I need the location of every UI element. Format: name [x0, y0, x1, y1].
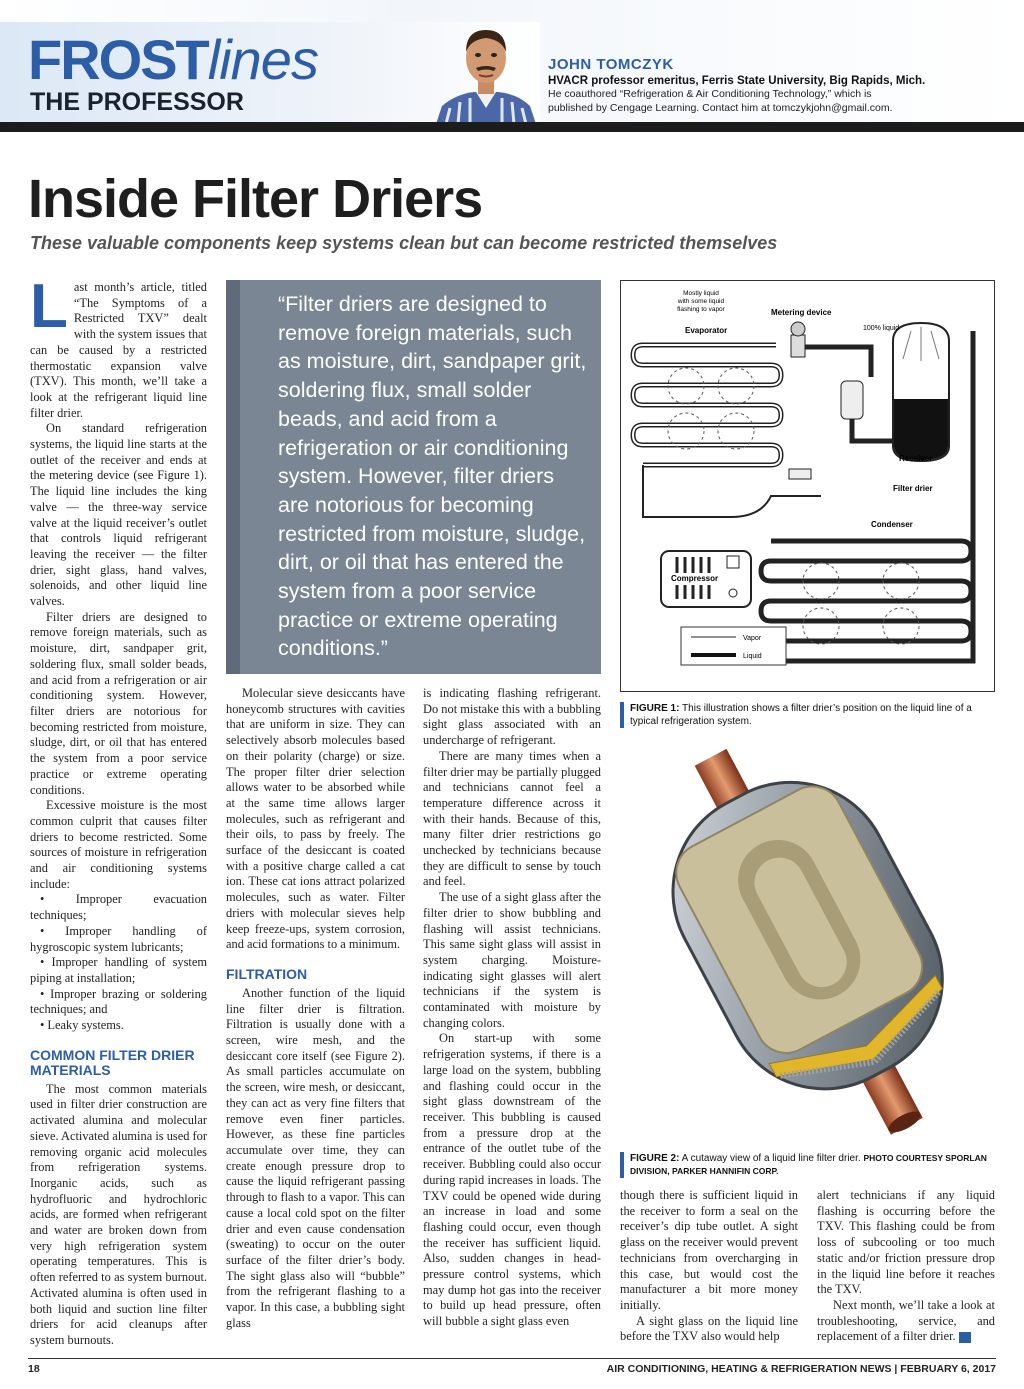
article-subtitle: These valuable components keep systems clean but can become restricted themselves: [30, 233, 778, 253]
paragraph: Another function of the liquid line filter drier is filtration. Filtration is usually done with a screen, wire mesh, and the desiccant core itself (see Figure 2). As small particles accumulate on the screen, wire mesh, or desiccant, they can act as very fine filters that remove even finer particles. However, as these fine particles accumulate over time, they can create enough pressure drop to cause the liquid refrigerant passing through to flash to a vapor. This can cause a local cold spot on the filter drier and even cause condensation (sweating) to occur on the outer surface of the filter drier’s body. The sight glass also will “bubble” from the refrigerant flashing to a vapor. In this case, a bubbling sight glass: [226, 985, 405, 1330]
header-rule: [0, 122, 1024, 132]
label-receiver: Receiver: [899, 454, 933, 463]
paragraph: alert technicians if any liquid flashing is occurring before the TXV. This flashing could be from loss of subcooling or too much static and/or friction pressure drop in the liquid line before it reaches the TXV.: [817, 1188, 995, 1297]
legend-box: [681, 627, 786, 665]
page-header: [0, 0, 1024, 124]
dropcap: L: [30, 272, 68, 341]
publication-info: AIR CONDITIONING, HEATING & REFRIGERATION NEWS | FEBRUARY 6, 2017: [606, 1363, 996, 1375]
figure-2-caption: [620, 1152, 995, 1178]
page-number: 18: [28, 1363, 40, 1375]
paragraph: On standard refrigeration systems, the liquid line starts at the outlet of the receiver and ends at the metering device (see Figure 1). The liquid line includes the king valve — the three-way service valve at the liquid receiver’s outlet that controls liquid refrigerant leaving the receiver — the filter drier, sight glass, hand valves, solenoids, and other liquid line valves.: [30, 421, 207, 609]
figure-2-image: [620, 740, 995, 1140]
paragraph: [30, 272, 207, 421]
column-section: THE PROFESSOR: [30, 88, 244, 116]
end-mark-icon: N: [959, 1332, 971, 1343]
column-1: [30, 272, 207, 1349]
paragraph: The most common materials used in filter drier construction are activated alumina and molecular sieve. Activated alumina is used for removing organic acid molecules from refrigeration systems. Inorganic acids, such as hydrofluoric and hydrochloric acids, are formed when refrigerant and water are broken down from very high refrigeration system operating temperatures. This is often referred to as system burnout. Activated alumina is often used in both liquid and suction line filter driers for acid cleanups after system burnouts.: [30, 1081, 207, 1347]
bullet-item: • Improper evacuation techniques;: [30, 892, 207, 923]
label-filter-drier: Filter drier: [893, 484, 933, 493]
pull-quote-text: “Filter driers are designed to remove foreign materials, such as moisture, dirt, sandpaper grit, soldering flux, small solder beads, and acid from a refrigeration or air conditioning system. However, filter driers are notorious for becoming restricted from moisture, sludge, dirt, or oil that has entered the system from a poor service practice or extreme operating conditions.”: [278, 292, 587, 661]
caption-text: A cutaway view of a liquid line filter drier.: [679, 1153, 864, 1164]
bullet-item: • Leaky systems.: [40, 1018, 124, 1033]
paragraph-text: ast month’s article, titled “The Symptoms of a Restricted TXV” dealt with the system issues that can be caused by a restricted thermostatic expansion valve (TXV). This month, we’ll take a look at the refrigerant liquid line filter drier.: [30, 280, 207, 420]
paragraph: The use of a sight glass after the filter drier to show bubbling and flashing will assist technicians. This same sight glass will assist in system charging. Moisture-indicating sight glasses will alert technicians if the system is contaminated with moisture by changing colors.: [423, 890, 601, 1030]
label-condenser: Condenser: [871, 520, 913, 529]
column-4: [620, 1188, 798, 1345]
author-info: [548, 56, 925, 115]
paragraph: Molecular sieve desiccants have honeycomb structures with cavities that are uniform in size. They can selectively absorb molecules based on their polarity (charge) or size. The proper filter drier selection allows water to be absorbed while at the same time allows larger molecules, such as refrigerant and their oils, to pass by freely. The surface of the desiccant is coated with a positive charge called a cat ion. These cat ions attract polarized molecules, such as water. Filter driers with molecular sieves help keep freeze-ups, system corrosion, and acid formations to a minimum.: [226, 686, 405, 952]
paragraph: [817, 1298, 995, 1345]
logo-italic: lines: [207, 28, 318, 91]
section-heading: FILTRATION: [226, 965, 308, 982]
caption-label: FIGURE 2:: [630, 1153, 680, 1164]
bullet-item: • Improper handling of system piping at installation;: [30, 955, 207, 985]
paragraph: A sight glass on the liquid line before the TXV also would help: [620, 1313, 798, 1344]
legend-vapor-label: Vapor: [743, 635, 762, 642]
logo-bold: FROST: [28, 28, 208, 91]
paragraph: Excessive moisture is the most common culprit that causes filter driers to become restricted. Some sources of moisture in refrigeration and air conditioning systems include:: [30, 798, 207, 891]
paragraph-text: Next month, we’ll take a look at troubleshooting, service, and replacement of a filter drier.: [817, 1297, 995, 1344]
section-heading: COMMON FILTER DRIER MATERIALS: [30, 1046, 195, 1078]
figure-1-caption: [620, 702, 992, 728]
paragraph: There are many times when a filter drier may be partially plugged and technicians cannot feel a temperature difference across it with their hands. Because of this, many filter drier restrictions go unchecked by technicians because they are difficult to sense by touch and feel.: [423, 748, 601, 889]
bullet-item: • Improper handling of hygroscopic system lubricants;: [30, 923, 207, 954]
article-title: Inside Filter Driers: [28, 169, 483, 229]
label-mostly-liquid-3: flashing to vapor: [677, 306, 725, 313]
column-3: [423, 686, 601, 1330]
author-bio: He coauthored “Refrigeration & Air Conditioning Technology,” which is published by Cengage Learning. Contact him at tomczykjohn@gmail.com.: [548, 88, 893, 114]
paragraph: On start-up with some refrigeration systems, if there is a large load on the system, bubbling and flashing could occur in the sight glass downstream of the receiver. This bubbling is caused from a pressure drop at the entrance of the outlet tube of the receiver. Bubbling could also occur during rapid increases in loads. The TXV could be opened wide during an increase in load and some flashing could occur, even though the receiver has sufficient liquid. Also, sudden changes in head-pressure control systems, which may dump hot gas into the receiver to build up head pressure, often will bubble a sight glass even: [423, 1031, 601, 1329]
photo-credit: PHOTO COURTESY SPORLAN DIVISION, PARKER HANNIFIN CORP.: [630, 1153, 987, 1176]
author-photo: [436, 20, 536, 124]
label-mostly-liquid-2: with some liquid: [677, 298, 725, 305]
label-100-liquid: 100% liquid: [863, 325, 900, 332]
filter-drier: [841, 381, 863, 419]
author-title: HVACR professor emeritus, Ferris State University, Big Rapids, Mich.: [548, 75, 926, 87]
column-logo: [28, 28, 318, 91]
label-compressor: Compressor: [671, 574, 719, 583]
paragraph: Filter driers are designed to remove foreign materials, such as moisture, dirt, sandpaper grit, soldering flux, small solder beads, and acid from a refrigeration or air conditioning system. However, filter driers are notorious for becoming restricted from moisture, sludge, dirt, or oil that has entered the system from a poor service practice or extreme operating conditions.: [30, 609, 207, 797]
label-mostly-liquid-1: Mostly liquid: [683, 290, 719, 297]
page-footer: [28, 1358, 996, 1375]
paragraph: though there is sufficient liquid in the receiver to form a seal on the receiver’s dip tube outlet. A sight glass on the receiver would prevent technicians from overcharging in this case, but would cost the manufacturer a bit more money initially.: [620, 1188, 798, 1312]
caption-label: FIGURE 1:: [630, 703, 680, 714]
caption-text: This illustration shows a filter drier’s position on the liquid line of a typical refrigeration system.: [630, 703, 972, 727]
paragraph: is indicating flashing refrigerant. Do not mistake this with a bubbling sight glass associated with an undercharge of refrigerant.: [423, 686, 601, 748]
figure-1-diagram: [620, 280, 995, 692]
label-evaporator: Evaporator: [685, 326, 728, 335]
author-name: JOHN TOMCZYK: [548, 56, 674, 73]
legend-liquid-label: Liquid: [743, 653, 762, 660]
column-2: [226, 686, 405, 1331]
label-metering-device: Metering device: [771, 308, 832, 317]
bullet-item: • Improper brazing or soldering techniques; and: [30, 986, 207, 1017]
column-5: [817, 1188, 995, 1345]
pull-quote: [226, 280, 601, 674]
metering-device: [791, 335, 805, 357]
